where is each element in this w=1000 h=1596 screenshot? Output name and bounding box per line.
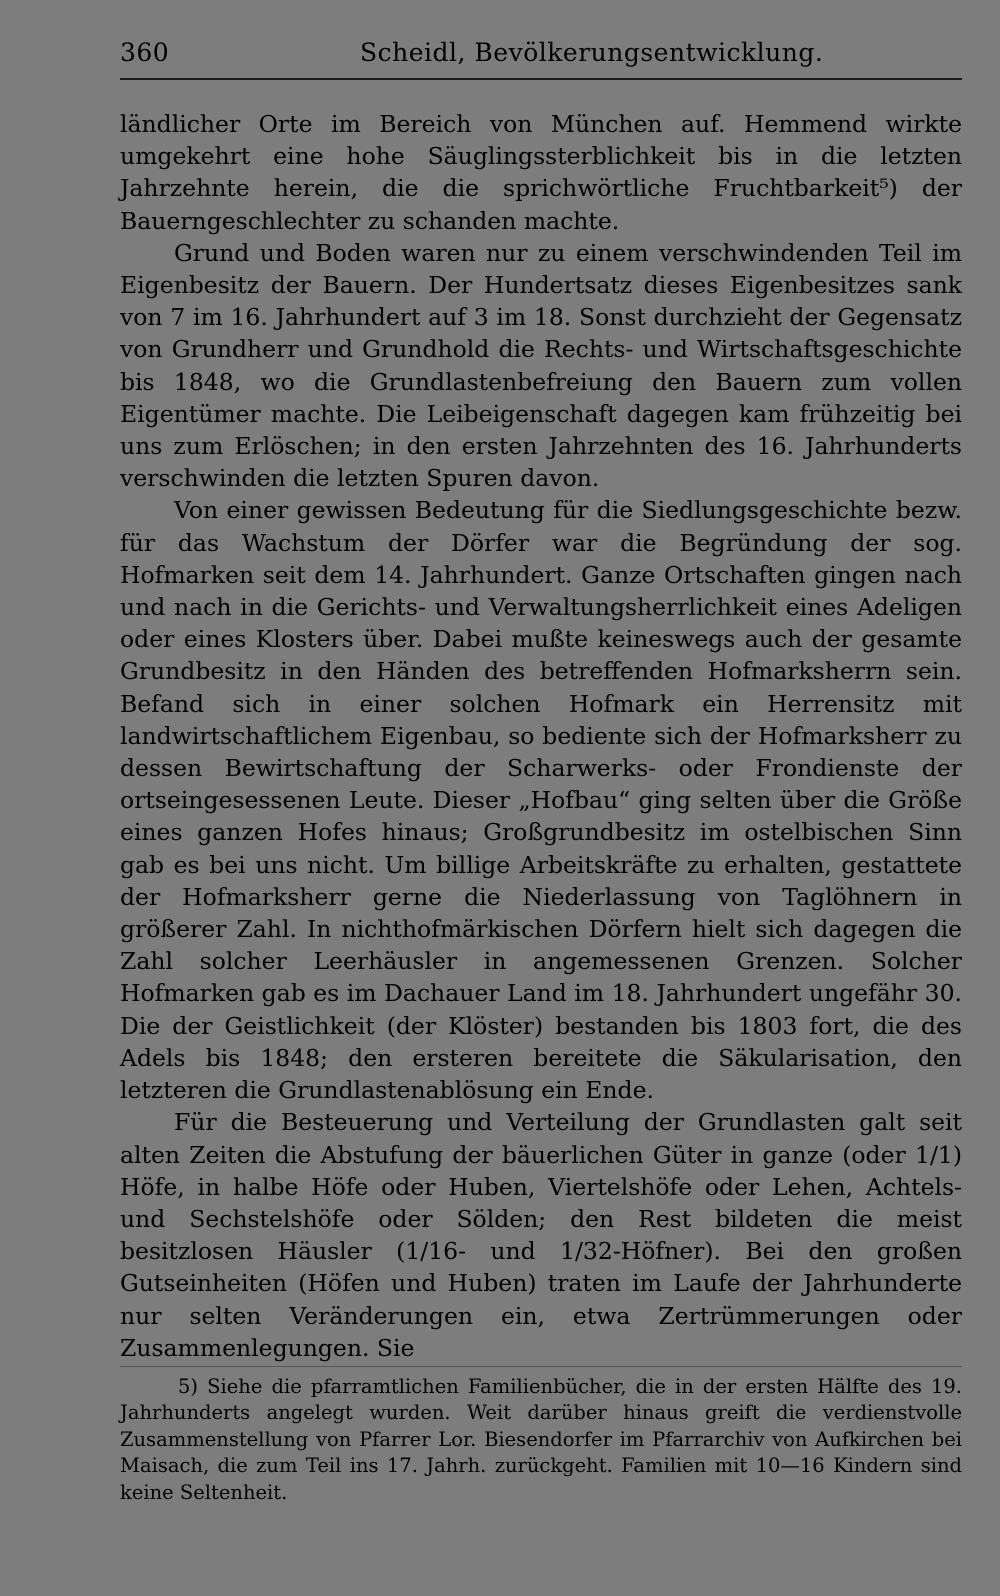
header-rule [120,78,962,80]
footnote-divider [120,1366,962,1367]
paragraph-2: Grund und Boden waren nur zu einem verschwindenden Teil im Eigenbesitz der Bauern. Der Hundertsatz dieses Eigenbesitzes sank von 7 im 16. Jahrhundert auf 3 im 18. Sonst durchzieht der Gegensatz von Grundherr und Grundhold die Rechts- und Wirtschaftsgeschichte bis 1848, wo die Grundlastenbefreiung den Bauern zum vollen Eigentümer machte. Die Leibeigenschaft dagegen kam frühzeitig bei uns zum Erlöschen; in den ersten Jahrzehnten des 16. Jahrhunderts verschwinden die letzten Spuren davon. [120,238,962,493]
paragraph-4: Für die Besteuerung und Verteilung der Grundlasten galt seit alten Zeiten die Abstufung der bäuerlichen Güter in ganze (oder 1/1) Höfe, in halbe Höfe oder Huben, Viertelshöfe oder Lehen, Achtels- und Sechstelshöfe oder Sölden; den Rest bildeten die meist besitzlosen Häusler (1/16- und 1/32-Höfner). Bei den großen Gutseinheiten (Höfen und Huben) traten im Laufe der Jahrhunderte nur selten Veränderungen ein, etwa Zertrümmerungen oder Zusammenlegungen. Sie [120,1108,962,1362]
page-number: 360 [120,38,170,67]
running-title: Scheidl, Bevölkerungsentwicklung. [360,38,824,67]
footnote-marker: 5) [178,1375,199,1398]
paragraph-1: ländlicher Orte im Bereich von München auf. Hemmend wirkte umgekehrt eine hohe Säuglingssterblichkeit bis in die letzten Jahrzehnte herein, die die sprichwörtliche Fruchtbarkeit⁵) der Bauerngeschlechter zu schanden machte. [120,110,962,235]
footnote-text: Siehe die pfarramtlichen Familienbücher, die in der ersten Hälfte des 19. Jahrhunderts angelegt wurden. Weit darüber hinaus greift die verdienstvolle Zusammenstellung von Pfarrer Lor. Biesendorfer im Pfarrarchiv von Aufkirchen bei Maisach, die zum Teil ins 17. Jahrh. zurückgeht. Familien mit 10—16 Kindern sind keine Seltenheit. [120,1375,963,1504]
body-text [120,108,962,1364]
footnote-body [120,1374,962,1506]
footnote [120,1374,962,1506]
paragraph-3: Von einer gewissen Bedeutung für die Siedlungsgeschichte bezw. für das Wachstum der Dörfer war die Begründung der sog. Hofmarken seit dem 14. Jahrhundert. Ganze Ortschaften gingen nach und nach in die Gerichts- und Verwaltungsherrlichkeit eines Adeligen oder eines Klosters über. Dabei mußte keineswegs auch der gesamte Grundbesitz in den Händen des betreffenden Hofmarksherrn sein. Befand sich in einer solchen Hofmark ein Herrensitz mit landwirtschaftlichem Eigenbau, so bediente sich der Hofmarksherr zu dessen Bewirtschaftung der Scharwerks- oder Frondienste der ortseingesessenen Leute. Dieser „Hofbau“ ging selten über die Größe eines ganzen Hofes hinaus; Großgrundbesitz im ostelbischen Sinn gab es bei uns nicht. Um billige Arbeitskräfte zu erhalten, gestattete der Hofmarksherr gerne die Niederlassung von Taglöhnern in größerer Zahl. In nichthofmärkischen Dörfern hielt sich dagegen die Zahl solcher Leerhäusler in angemessenen Grenzen. Solcher Hofmarken gab es im Dachauer Land im 18. Jahrhundert ungefähr 30. Die der Geistlichkeit (der Klöster) bestanden bis 1803 fort, die des Adels bis 1848; den ersteren bereitete die Säkularisation, den letzteren die Grundlastenablösung ein Ende. [120,496,962,1105]
running-header [120,38,962,78]
